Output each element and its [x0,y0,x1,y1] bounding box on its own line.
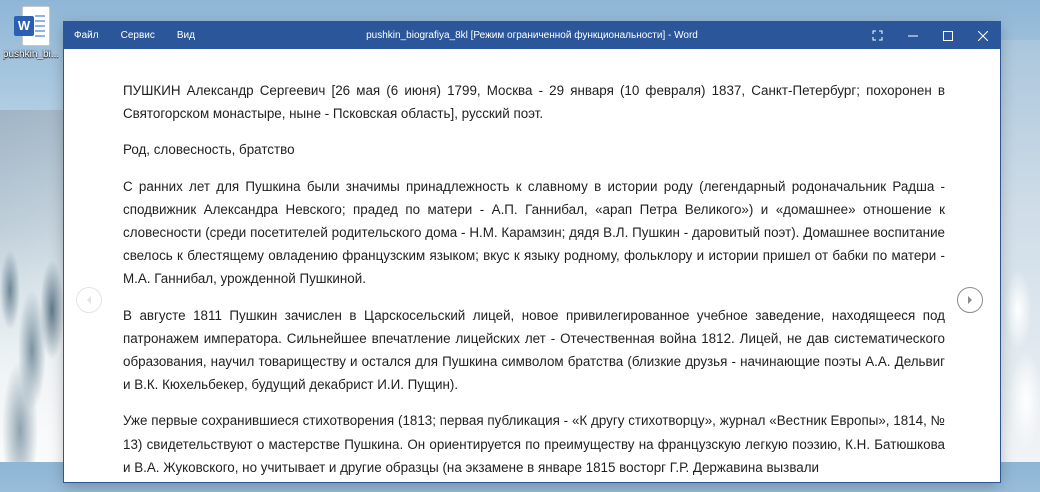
menu-file[interactable]: Файл [74,30,99,41]
menu-view[interactable]: Вид [176,30,195,41]
minimize-button[interactable] [895,22,930,49]
paragraph-first-poems: Уже первые сохранившиеся стихотворения (1813; первая публикация - «К другу стихотворцу», журнал «Вестник Европы», 1814, № 13) свидетельствуют о мастерстве Пушкина. Он ориентируется по преимуществу на французскую легкую поэзию, К.Н. Батюшкова и В.А. Жуковского, но учитывает и другие образцы (на экзамене в январе 1815 восторг Г.Р. Державина вызвали [123,413,945,475]
chevron-right-icon [965,295,975,305]
menu-tools[interactable]: Сервис [120,30,155,41]
desktop-file-label: pushkin_bi... [2,49,60,60]
document-area[interactable] [64,49,1000,482]
desktop-wallpaper-trees [0,230,68,462]
doc-line [35,35,45,37]
doc-line [35,30,45,32]
document-body [123,79,945,492]
paragraph-ancestry: С ранних лет для Пушкина были значимы принадлежность к славному в истории роду (легендарный родоначальник Радша - сподвижник Александра Невского; прадед по матери - А.П. Ганнибал, «арап Петра Великого») и «домашнее» отношение к словесности (среди посетителей родительского дома - Н.М. Карамзин; дядя В.Л. Пушкин - даровитый поэт). Домашнее воспитание свелось к блестящему овладению французским языком; вкус к языку родному, фольклору и истории пришел от бабки по матери - М.А. Ганнибал, урожденной Пушкиной. [123,178,945,287]
window-controls [860,22,1000,49]
paragraph-lyceum: В августе 1811 Пушкин зачислен в Царскосельский лицей, новое привилегированное учебное заведение, находящееся под патронажем императора. Сильнейшее впечатление лицейских лет - Отечественная война 1812. Лицей, не дав систематического образования, научил товариществу и остался для Пушкина символом братства (близкие друзья - начинающие поэты А.А. Дельвиг и В.К. Кюхельбекер, будущий декабрист И.И. Пущин). [123,307,945,393]
close-icon [978,31,988,41]
paragraph-intro: ПУШКИН Александр Сергеевич [26 мая (6 июня) 1799, Москва - 29 января (10 февраля) 1837, Санкт-Петербург; похоронен в Святогорском монастыре, ныне - Псковская область], русский поэт. [123,83,945,122]
next-page-button[interactable] [957,287,983,313]
fullscreen-icon [872,30,883,41]
fullscreen-button[interactable] [860,22,895,49]
section-heading: Род, словесность, братство [123,142,295,158]
minimize-icon [908,31,918,41]
close-button[interactable] [965,22,1000,49]
word-logo-icon: W [14,16,34,36]
doc-line [35,15,45,17]
desktop-file-icon[interactable] [2,4,60,68]
previous-page-button[interactable] [76,287,102,313]
title-bar[interactable] [64,22,1000,49]
doc-line [35,25,45,27]
menu-bar [74,22,217,49]
maximize-icon [943,31,953,41]
chevron-left-icon [84,295,94,305]
window-title: pushkin_biografiya_8kl [Режим ограниченной функциональности] - Word [366,30,698,41]
desktop-wallpaper-snow [1000,250,1040,462]
maximize-button[interactable] [930,22,965,49]
word-window [64,22,1000,482]
doc-line [35,20,45,22]
word-document-icon [14,6,48,46]
